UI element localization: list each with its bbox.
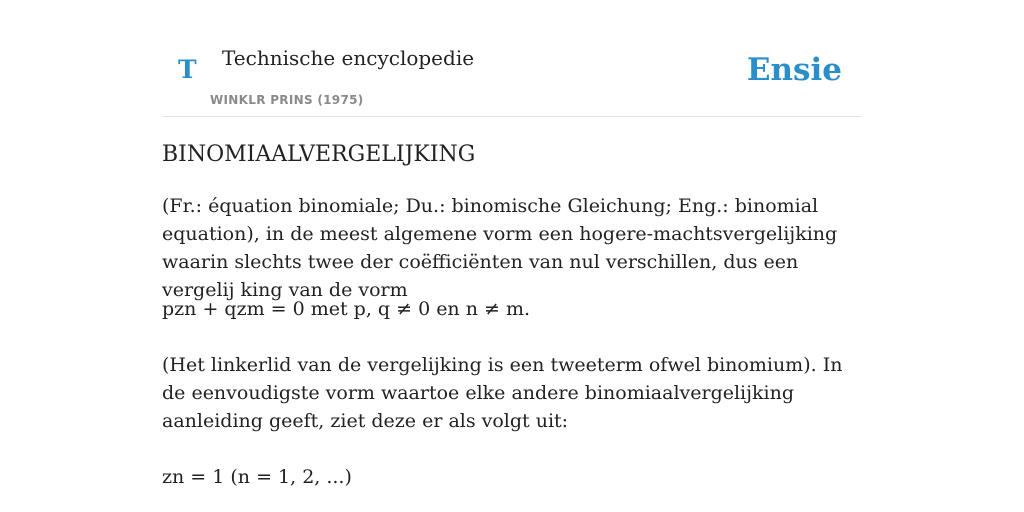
article-paragraph: (Fr.: équation binomiale; Du.: binomische Gleichung; Eng.: binomial equation), in de meest algemene vorm een hogere-machtsvergelijking waarin slechts twee der coëfficiënten van nul verschillen, dus een vergelij king van de vorm [162,195,838,301]
article-title: BINOMIAALVERGELIJKING [162,142,476,167]
book-title-link[interactable]: Technische encyclopedie [222,46,475,70]
formula-line: zn = 1 (n = 1, 2, ...) [162,466,352,488]
article-paragraph: (Het linkerlid van de vergelijking is een tweeterm ofwel binomium). In de eenvoudigste vorm waartoe elke andere binomiaalvergelijking aanleiding geeft, ziet deze er als volgt uit: [162,354,843,432]
ensie-logo[interactable]: Ensie [746,52,842,88]
article-page [162,0,862,512]
book-header [162,0,862,117]
book-source-label: WINKLR PRINS (1975) [210,93,364,107]
formula-line: pzn + qzm = 0 met p, q ≠ 0 en n ≠ m. [162,298,531,320]
book-icon[interactable]: T [178,55,197,84]
